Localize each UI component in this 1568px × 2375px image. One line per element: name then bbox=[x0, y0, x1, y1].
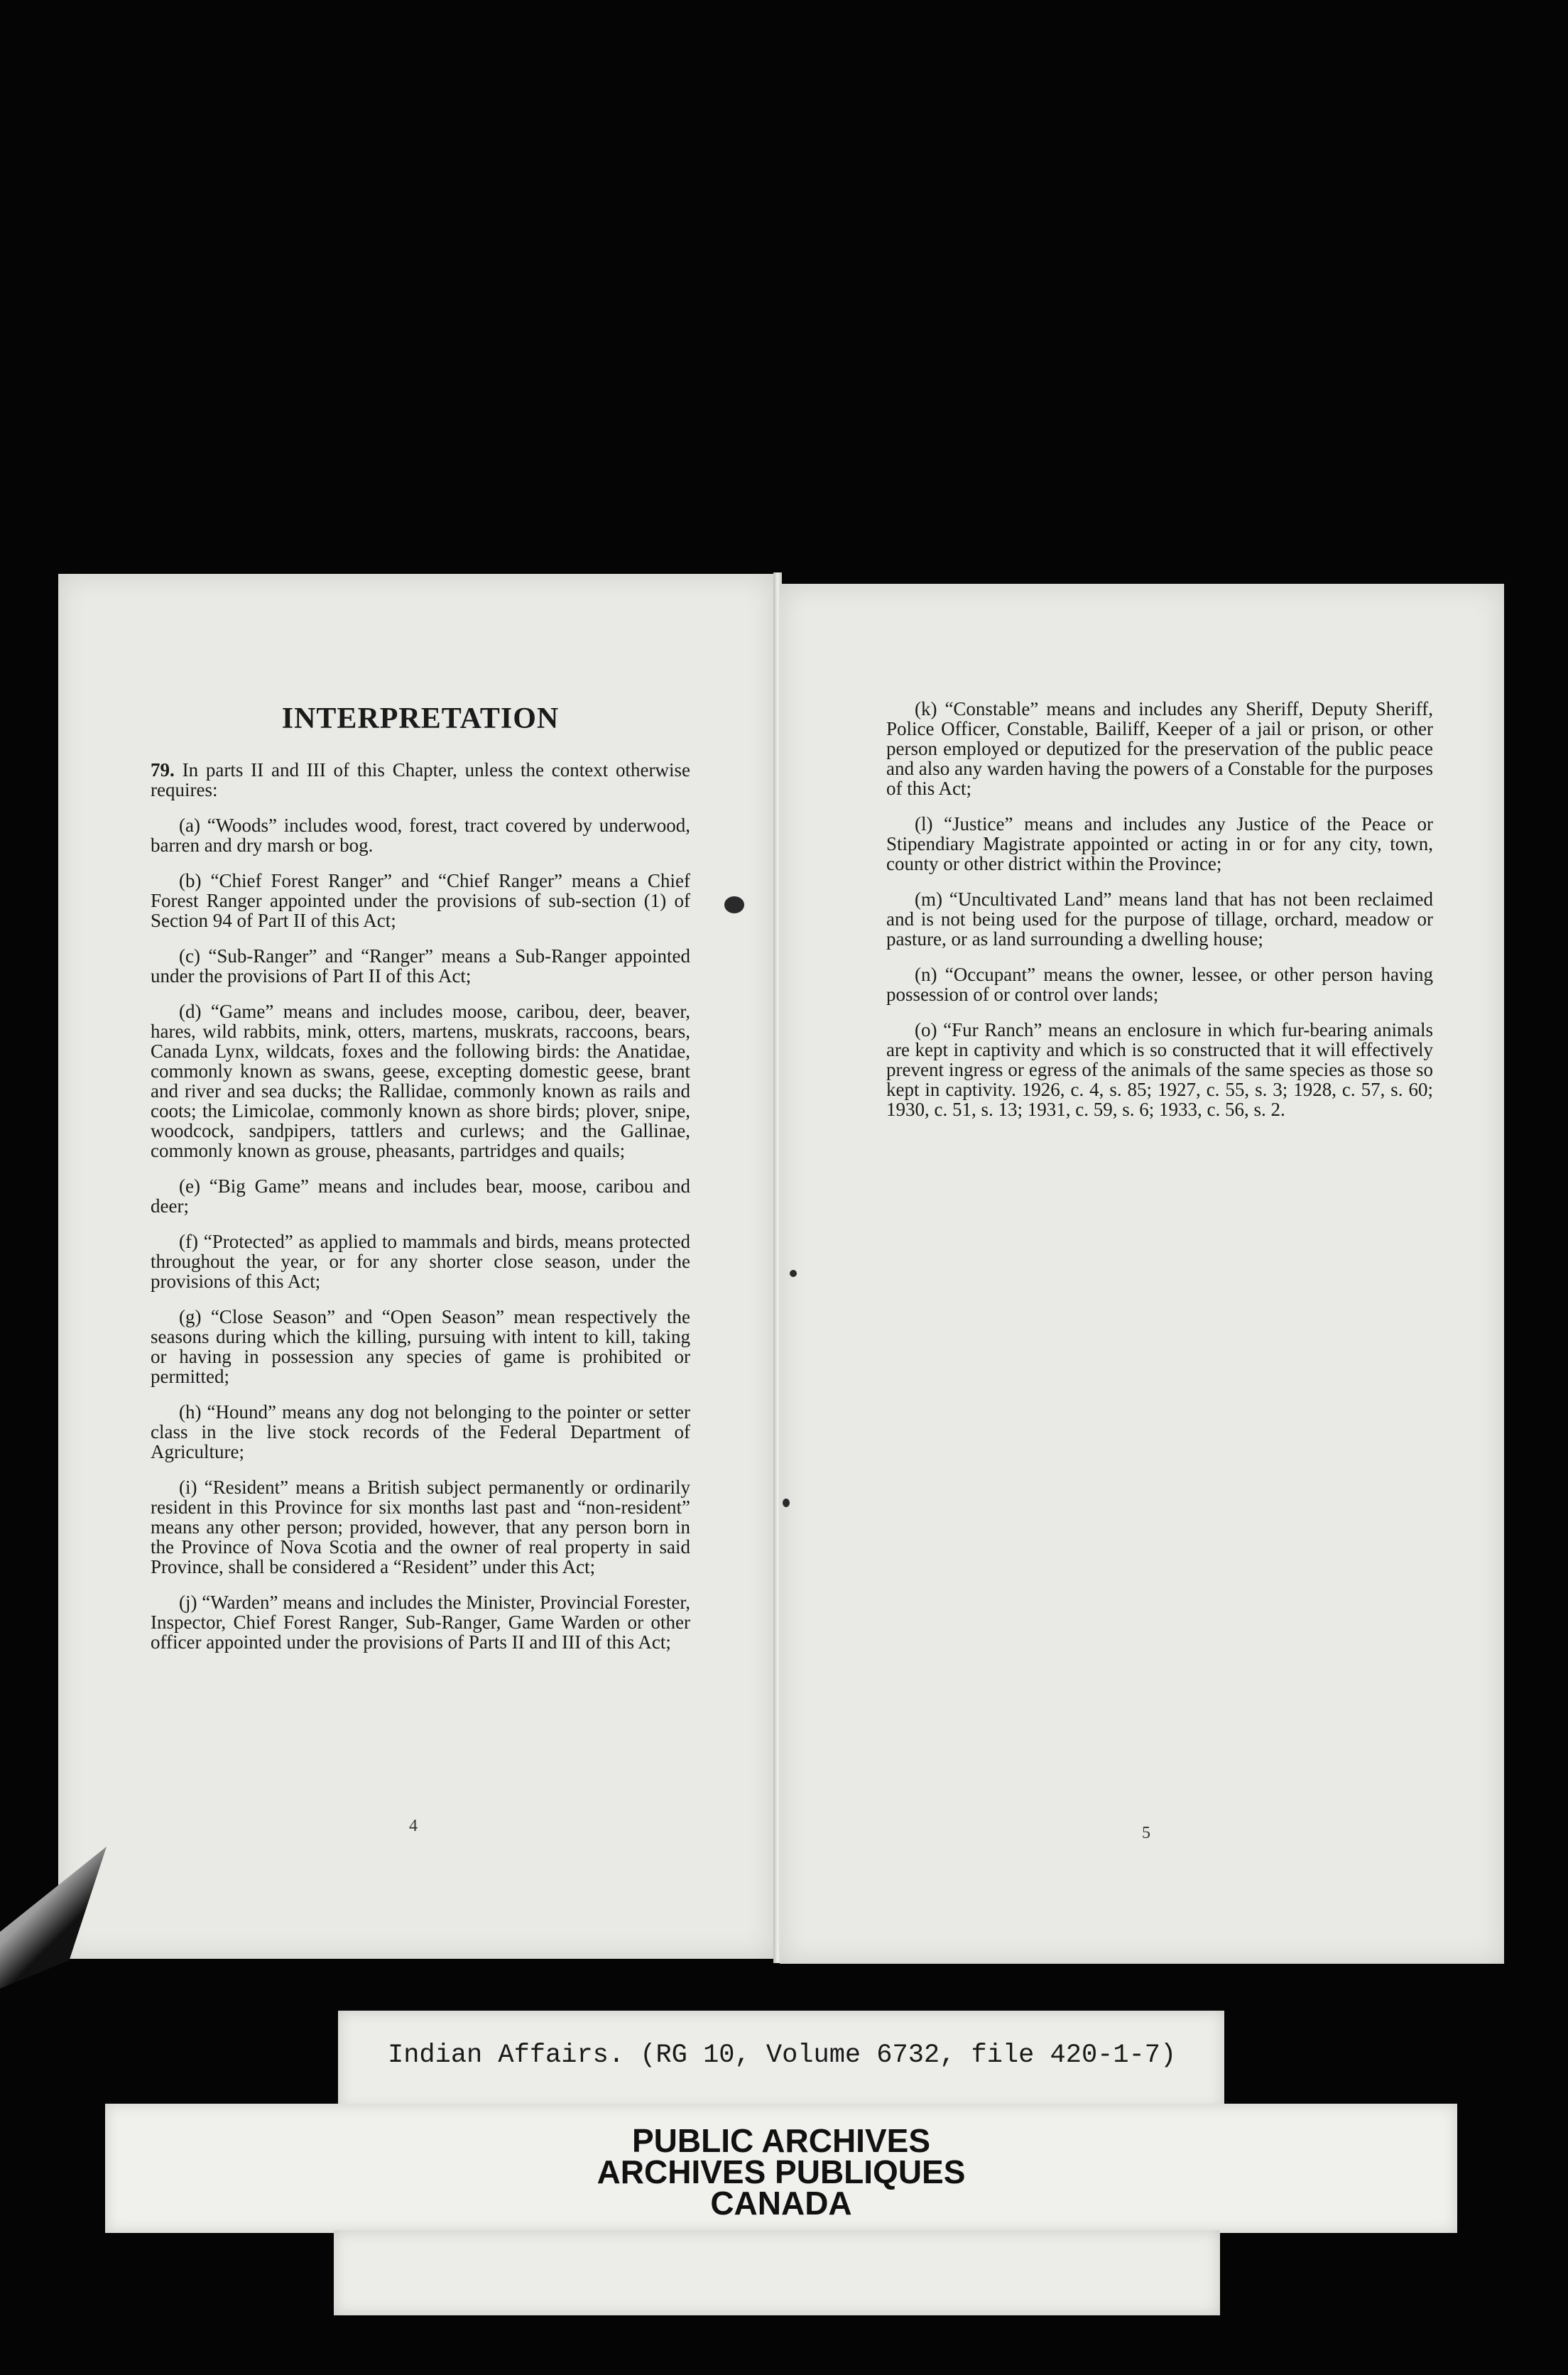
definition-close-season: (g) “Close Season” and “Open Season” mean respectively the seasons during which the killing, pursuing with intent to kill, taking or having in possession any species of game is prohibited or permitted; bbox=[151, 1306, 690, 1387]
label-bottom-strip bbox=[334, 2230, 1220, 2315]
ink-speck bbox=[790, 1270, 797, 1277]
stamp-line-1: PUBLIC ARCHIVES bbox=[632, 2122, 930, 2159]
definition-resident: (i) “Resident” means a British subject permanently or ordinarily resident in this Province for six months last past and “non-resident” means any other person; provided, however, that any person born in the Province of Nova Scotia and the owner of real property in said Province, shall be considered a “Resident” under this Act; bbox=[151, 1477, 690, 1577]
definition-chief-forest-ranger: (b) “Chief Forest Ranger” and “Chief Ranger” means a Chief Forest Ranger appointed under the provisions of sub-section (1) of Section 94 of Part II of this Act; bbox=[151, 870, 690, 931]
ink-blot bbox=[724, 896, 744, 913]
reference-label bbox=[338, 2011, 1224, 2110]
left-page bbox=[58, 574, 774, 1959]
definition-woods: (a) “Woods” includes wood, forest, tract covered by underwood, barren and dry marsh or bog. bbox=[151, 815, 690, 856]
definition-protected: (f) “Protected” as applied to mammals and birds, means protected throughout the year, or for any shorter close season, under the provisions of this Act; bbox=[151, 1231, 690, 1292]
page-number-left: 4 bbox=[409, 1817, 418, 1835]
intro-text: In parts II and III of this Chapter, unless the context otherwise requires: bbox=[151, 759, 691, 800]
archive-stamp bbox=[105, 2104, 1457, 2233]
definition-uncultivated-land: (m) “Uncultivated Land” means land that has not been reclaimed and is not being used for the purpose of tillage, orchard, meadow or pasture, or as land surrounding a dwelling house; bbox=[886, 888, 1433, 950]
archive-reference: Indian Affairs. (RG 10, Volume 6732, file 420-1-7) bbox=[388, 2040, 1177, 2070]
definition-warden: (j) “Warden” means and includes the Minister, Provincial Forester, Inspector, Chief Forest Ranger, Sub-Ranger, Game Warden or other officer appointed under the provisions of Parts II and III of this Act; bbox=[151, 1592, 690, 1653]
ink-speck bbox=[783, 1499, 790, 1507]
definition-occupant: (n) “Occupant” means the owner, lessee, or other person having possession of or control over lands; bbox=[886, 964, 1433, 1005]
intro-paragraph bbox=[151, 760, 690, 800]
definition-game: (d) “Game” means and includes moose, caribou, deer, beaver, hares, wild rabbits, mink, otters, martens, muskrats, raccoons, bears, Canada Lynx, wildcats, foxes and the following birds: the Anatidae, commonly known as swans, geese, excepting domestic geese, brant and river and sea ducks; the Rallidae, commonly known as rails and coots; the Limicolae, commonly known as shore birds; plover, snipe, woodcock, sandpipers, tattlers and curlews; and the Gallinae, commonly known as grouse, pheasants, partridges and quails; bbox=[151, 1001, 690, 1161]
definition-big-game: (e) “Big Game” means and includes bear, moose, caribou and deer; bbox=[151, 1175, 690, 1217]
section-heading: INTERPRETATION bbox=[281, 702, 560, 735]
archive-stamp-text bbox=[105, 2122, 1457, 2222]
left-page-text bbox=[151, 702, 690, 1668]
stamp-line-2: ARCHIVES PUBLIQUES bbox=[597, 2153, 966, 2190]
right-page bbox=[780, 584, 1504, 1964]
definition-sub-ranger: (c) “Sub-Ranger” and “Ranger” means a Sub-Ranger appointed under the provisions of Part II of this Act; bbox=[151, 945, 690, 987]
definition-constable: (k) “Constable” means and includes any Sheriff, Deputy Sheriff, Police Officer, Constable, Bailiff, Keeper of a jail or prison, or other person employed or deputized for the preservation of the public peace and also any warden having the powers of a Constable for the purposes of this Act; bbox=[886, 698, 1433, 799]
stamp-line-3: CANADA bbox=[710, 2185, 852, 2222]
definition-justice: (l) “Justice” means and includes any Justice of the Peace or Stipendiary Magistrate appointed or acting in or for any city, town, county or other district within the Province; bbox=[886, 813, 1433, 874]
page-number-right: 5 bbox=[1142, 1824, 1150, 1842]
right-page-text bbox=[886, 699, 1433, 1135]
definition-hound: (h) “Hound” means any dog not belonging to the pointer or setter class in the live stock records of the Federal Department of Agriculture; bbox=[151, 1401, 690, 1462]
definition-fur-ranch: (o) “Fur Ranch” means an enclosure in which fur-bearing animals are kept in captivity and which is so constructed that it will effectively prevent ingress or egress of the animals of the same species as those so kept in captivity. 1926, c. 4, s. 85; 1927, c. 55, s. 3; 1928, c. 57, s. 60; 1930, c. 51, s. 13; 1931, c. 59, s. 6; 1933, c. 56, s. 2. bbox=[886, 1019, 1433, 1120]
section-number: 79. bbox=[151, 759, 175, 781]
